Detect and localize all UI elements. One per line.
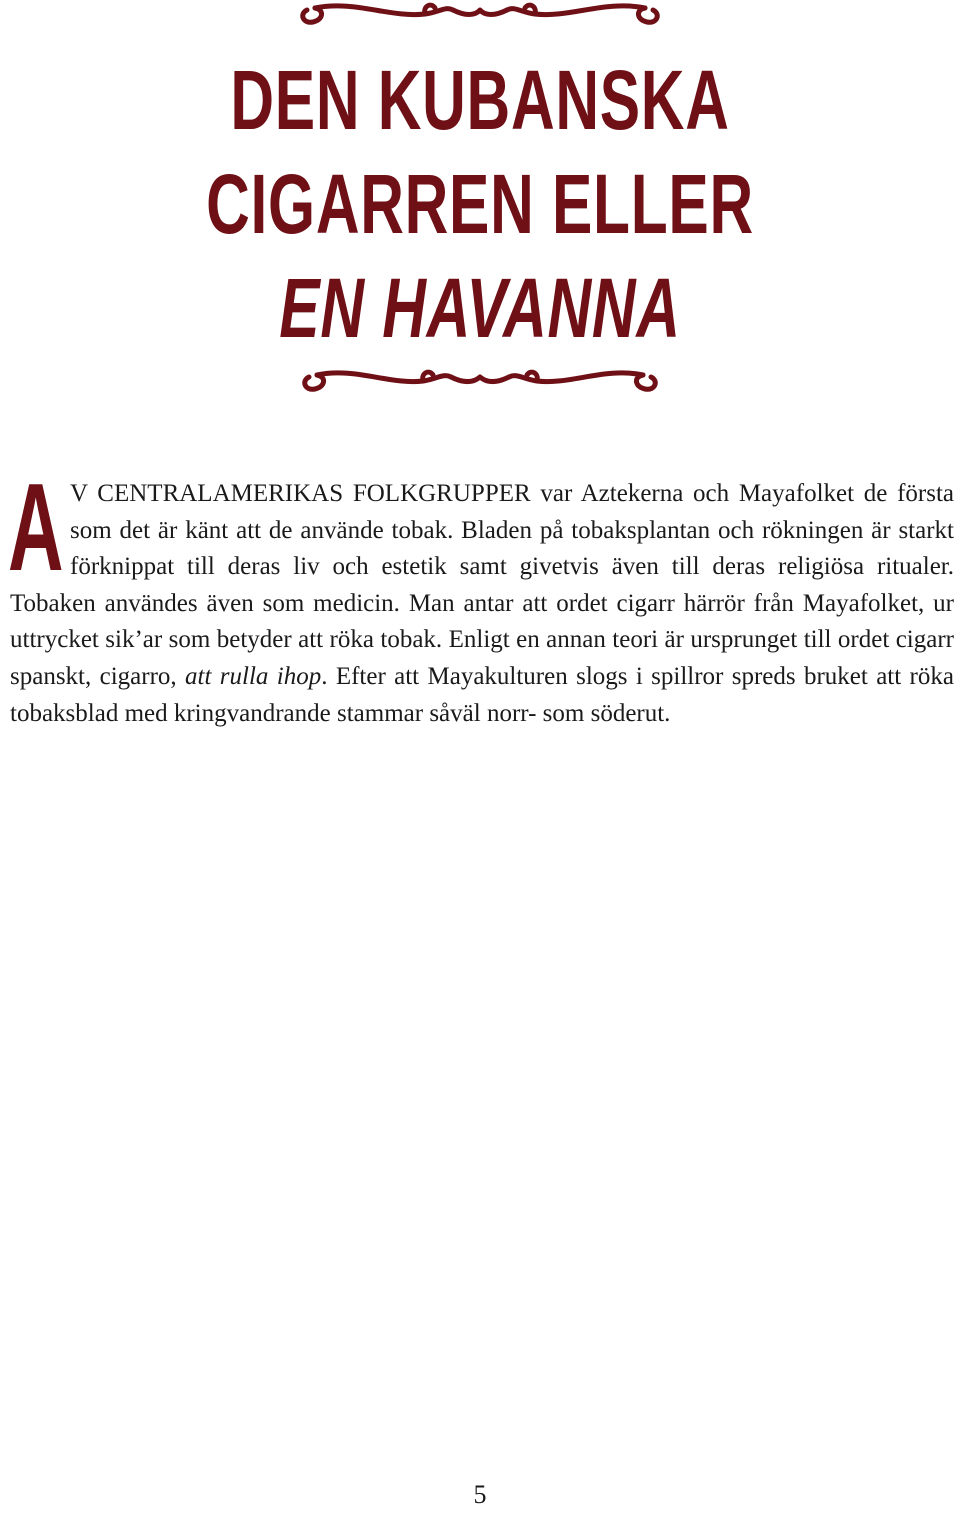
title-line-3: EN HAVANNA: [279, 261, 681, 355]
italic-phrase: att rulla ihop: [185, 662, 322, 690]
article-body: [8, 459, 954, 732]
page-number: 5: [473, 1480, 487, 1509]
top-flourish-icon: [295, 0, 665, 30]
bottom-flourish-icon: [295, 363, 665, 393]
article-paragraph: [8, 459, 954, 732]
paragraph-text-1: var Aztekerna och Mayafolket de första som det är känt att de använde tobak. Bladen på tobaksplantan och rökningen är starkt förknippat till deras liv och estetik samt givetvis även till deras religiösa ritualer. Tobaken användes även som medicin. Man antar att ordet cigarr härrör från Mayafolket, ur uttrycket sik’ar som betyder att röka tobak. Enligt en annan teori är ursprunget till ordet cigarr spanskt, cigarro,: [10, 480, 954, 690]
page-title: [0, 48, 960, 360]
paragraph-text-2: . Efter att Mayakulturen slogs i spillror spreds bruket att röka tobaksblad med kringvandrande stammar såväl norr- som söderut.: [10, 662, 954, 727]
lead-in: V CENTRALAMERIKAS FOLKGRUPPER: [70, 480, 531, 507]
drop-cap: A: [8, 459, 64, 597]
title-line-1: DEN KUBANSKA: [230, 53, 730, 147]
title-line-2: CIGARREN ELLER: [206, 157, 754, 251]
